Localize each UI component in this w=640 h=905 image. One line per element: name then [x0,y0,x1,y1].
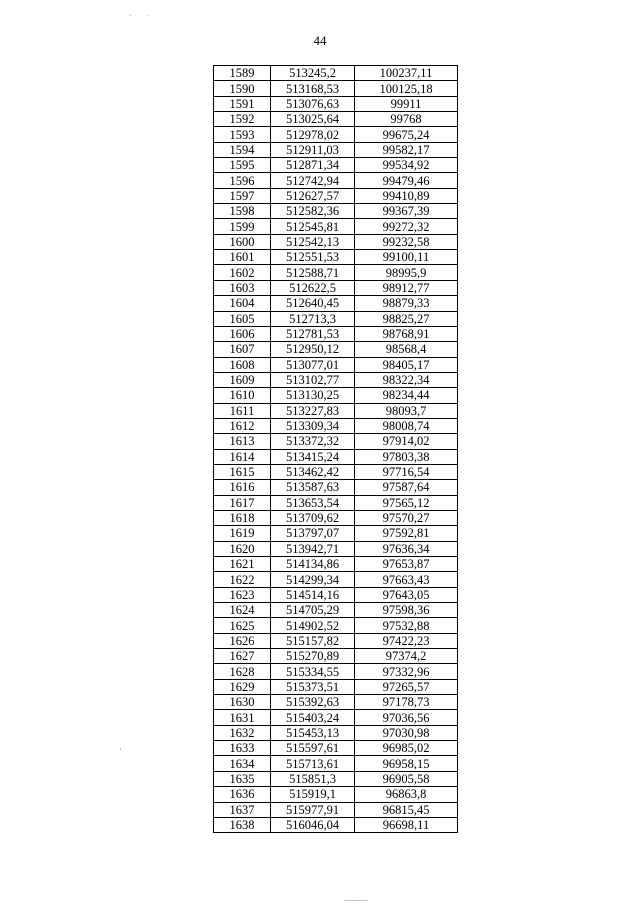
y-coordinate-cell: 99232,58 [355,234,458,249]
coordinates-table [213,65,458,833]
table-row [214,787,458,802]
table-row [214,464,458,479]
table-row [214,342,458,357]
x-coordinate-cell: 515270,89 [271,649,355,664]
point-number-cell: 1632 [214,725,271,740]
table-row [214,112,458,127]
table-row [214,725,458,740]
table-row [214,296,458,311]
x-coordinate-cell: 513168,53 [271,81,355,96]
x-coordinate-cell: 515334,55 [271,664,355,679]
table-row [214,326,458,341]
table-row [214,265,458,280]
x-coordinate-cell: 513102,77 [271,372,355,387]
y-coordinate-cell: 97653,87 [355,557,458,572]
y-coordinate-cell: 99768 [355,112,458,127]
page-number: 44 [313,33,327,48]
table-row [214,434,458,449]
y-coordinate-cell: 97374,2 [355,649,458,664]
x-coordinate-cell: 512545,81 [271,219,355,234]
x-coordinate-cell: 513227,83 [271,403,355,418]
y-coordinate-cell: 97587,64 [355,480,458,495]
y-coordinate-cell: 97532,88 [355,618,458,633]
table-row [214,66,458,81]
x-coordinate-cell: 512582,36 [271,204,355,219]
table-row [214,81,458,96]
y-coordinate-cell: 100125,18 [355,81,458,96]
x-coordinate-cell: 515373,51 [271,679,355,694]
y-coordinate-cell: 97592,81 [355,526,458,541]
table-row [214,449,458,464]
table-row [214,311,458,326]
table-row [214,817,458,832]
point-number-cell: 1637 [214,802,271,817]
y-coordinate-cell: 98995,9 [355,265,458,280]
x-coordinate-cell: 515919,1 [271,787,355,802]
point-number-cell: 1615 [214,464,271,479]
x-coordinate-cell: 513587,63 [271,480,355,495]
point-number-cell: 1610 [214,388,271,403]
scan-speck [148,15,149,16]
x-coordinate-cell: 514705,29 [271,603,355,618]
point-number-cell: 1594 [214,142,271,157]
y-coordinate-cell: 98093,7 [355,403,458,418]
point-number-cell: 1624 [214,603,271,618]
x-coordinate-cell: 514299,34 [271,572,355,587]
point-number-cell: 1634 [214,756,271,771]
point-number-cell: 1603 [214,280,271,295]
table-row [214,710,458,725]
x-coordinate-cell: 513942,71 [271,541,355,556]
x-coordinate-cell: 513130,25 [271,388,355,403]
x-coordinate-cell: 513372,32 [271,434,355,449]
x-coordinate-cell: 516046,04 [271,817,355,832]
point-number-cell: 1596 [214,173,271,188]
point-number-cell: 1631 [214,710,271,725]
x-coordinate-cell: 512622,5 [271,280,355,295]
point-number-cell: 1623 [214,587,271,602]
point-number-cell: 1589 [214,66,271,81]
table-row [214,510,458,525]
y-coordinate-cell: 97565,12 [355,495,458,510]
point-number-cell: 1607 [214,342,271,357]
y-coordinate-cell: 99534,92 [355,158,458,173]
y-coordinate-cell: 96863,8 [355,787,458,802]
table-row [214,771,458,786]
x-coordinate-cell: 512978,02 [271,127,355,142]
point-number-cell: 1592 [214,112,271,127]
y-coordinate-cell: 96698,11 [355,817,458,832]
table-row [214,204,458,219]
y-coordinate-cell: 97636,34 [355,541,458,556]
point-number-cell: 1613 [214,434,271,449]
point-number-cell: 1636 [214,787,271,802]
x-coordinate-cell: 513653,54 [271,495,355,510]
y-coordinate-cell: 97663,43 [355,572,458,587]
table-row [214,664,458,679]
x-coordinate-cell: 515597,61 [271,741,355,756]
y-coordinate-cell: 98768,91 [355,326,458,341]
point-number-cell: 1633 [214,741,271,756]
point-number-cell: 1604 [214,296,271,311]
point-number-cell: 1593 [214,127,271,142]
point-number-cell: 1599 [214,219,271,234]
y-coordinate-cell: 96815,45 [355,802,458,817]
x-coordinate-cell: 512950,12 [271,342,355,357]
x-coordinate-cell: 515157,82 [271,633,355,648]
table-row [214,357,458,372]
y-coordinate-cell: 98322,34 [355,372,458,387]
table-row [214,480,458,495]
point-number-cell: 1626 [214,633,271,648]
point-number-cell: 1620 [214,541,271,556]
table-row [214,495,458,510]
point-number-cell: 1612 [214,418,271,433]
x-coordinate-cell: 512588,71 [271,265,355,280]
point-number-cell: 1590 [214,81,271,96]
x-coordinate-cell: 513309,34 [271,418,355,433]
y-coordinate-cell: 98008,74 [355,418,458,433]
y-coordinate-cell: 98568,4 [355,342,458,357]
table-row [214,649,458,664]
y-coordinate-cell: 97265,57 [355,679,458,694]
point-number-cell: 1629 [214,679,271,694]
x-coordinate-cell: 512742,94 [271,173,355,188]
point-number-cell: 1598 [214,204,271,219]
x-coordinate-cell: 512640,45 [271,296,355,311]
y-coordinate-cell: 98879,33 [355,296,458,311]
table-row [214,802,458,817]
x-coordinate-cell: 513462,42 [271,464,355,479]
table-row [214,188,458,203]
table-row [214,372,458,387]
y-coordinate-cell: 97030,98 [355,725,458,740]
x-coordinate-cell: 513077,01 [271,357,355,372]
point-number-cell: 1609 [214,372,271,387]
point-number-cell: 1597 [214,188,271,203]
table-row [214,403,458,418]
point-number-cell: 1595 [214,158,271,173]
table-row [214,280,458,295]
point-number-cell: 1619 [214,526,271,541]
y-coordinate-cell: 97643,05 [355,587,458,602]
x-coordinate-cell: 512551,53 [271,250,355,265]
point-number-cell: 1611 [214,403,271,418]
y-coordinate-cell: 98825,27 [355,311,458,326]
y-coordinate-cell: 99410,89 [355,188,458,203]
scan-speck [120,748,121,750]
y-coordinate-cell: 97716,54 [355,464,458,479]
y-coordinate-cell: 97332,96 [355,664,458,679]
y-coordinate-cell: 99100,11 [355,250,458,265]
point-number-cell: 1638 [214,817,271,832]
point-number-cell: 1630 [214,695,271,710]
x-coordinate-cell: 513025,64 [271,112,355,127]
x-coordinate-cell: 514514,16 [271,587,355,602]
point-number-cell: 1602 [214,265,271,280]
table-row [214,526,458,541]
y-coordinate-cell: 100237,11 [355,66,458,81]
point-number-cell: 1628 [214,664,271,679]
table-row [214,173,458,188]
x-coordinate-cell: 515851,3 [271,771,355,786]
point-number-cell: 1601 [214,250,271,265]
point-number-cell: 1621 [214,557,271,572]
table-row [214,741,458,756]
x-coordinate-cell: 515977,91 [271,802,355,817]
scan-speck [345,900,367,901]
table-row [214,618,458,633]
coordinates-table-body [214,66,458,833]
point-number-cell: 1591 [214,96,271,111]
y-coordinate-cell: 97914,02 [355,434,458,449]
y-coordinate-cell: 96958,15 [355,756,458,771]
x-coordinate-cell: 513076,63 [271,96,355,111]
point-number-cell: 1617 [214,495,271,510]
point-number-cell: 1605 [214,311,271,326]
table-row [214,633,458,648]
x-coordinate-cell: 515392,63 [271,695,355,710]
table-row [214,96,458,111]
y-coordinate-cell: 99582,17 [355,142,458,157]
x-coordinate-cell: 512911,03 [271,142,355,157]
y-coordinate-cell: 99675,24 [355,127,458,142]
table-row [214,388,458,403]
x-coordinate-cell: 513245,2 [271,66,355,81]
table-row [214,603,458,618]
y-coordinate-cell: 97178,73 [355,695,458,710]
table-row [214,679,458,694]
x-coordinate-cell: 515403,24 [271,710,355,725]
y-coordinate-cell: 98912,77 [355,280,458,295]
point-number-cell: 1627 [214,649,271,664]
x-coordinate-cell: 512627,57 [271,188,355,203]
y-coordinate-cell: 99367,39 [355,204,458,219]
y-coordinate-cell: 97598,36 [355,603,458,618]
table-row [214,219,458,234]
x-coordinate-cell: 513709,62 [271,510,355,525]
y-coordinate-cell: 97036,56 [355,710,458,725]
table-row [214,158,458,173]
table-row [214,572,458,587]
y-coordinate-cell: 99272,32 [355,219,458,234]
table-row [214,695,458,710]
x-coordinate-cell: 515453,13 [271,725,355,740]
point-number-cell: 1622 [214,572,271,587]
y-coordinate-cell: 97570,27 [355,510,458,525]
y-coordinate-cell: 98234,44 [355,388,458,403]
point-number-cell: 1614 [214,449,271,464]
point-number-cell: 1600 [214,234,271,249]
y-coordinate-cell: 97422,23 [355,633,458,648]
x-coordinate-cell: 515713,61 [271,756,355,771]
x-coordinate-cell: 513415,24 [271,449,355,464]
y-coordinate-cell: 97803,38 [355,449,458,464]
table-row [214,250,458,265]
x-coordinate-cell: 512542,13 [271,234,355,249]
point-number-cell: 1618 [214,510,271,525]
y-coordinate-cell: 99479,46 [355,173,458,188]
table-row [214,557,458,572]
table-row [214,587,458,602]
y-coordinate-cell: 98405,17 [355,357,458,372]
x-coordinate-cell: 513797,07 [271,526,355,541]
y-coordinate-cell: 96905,58 [355,771,458,786]
point-number-cell: 1616 [214,480,271,495]
table-row [214,756,458,771]
table-row [214,142,458,157]
table-row [214,418,458,433]
point-number-cell: 1608 [214,357,271,372]
point-number-cell: 1625 [214,618,271,633]
x-coordinate-cell: 514134,86 [271,557,355,572]
point-number-cell: 1606 [214,326,271,341]
y-coordinate-cell: 96985,02 [355,741,458,756]
x-coordinate-cell: 512871,34 [271,158,355,173]
table-row [214,127,458,142]
table-row [214,541,458,556]
x-coordinate-cell: 512781,53 [271,326,355,341]
x-coordinate-cell: 512713,3 [271,311,355,326]
table-row [214,234,458,249]
scan-speck [130,15,131,16]
y-coordinate-cell: 99911 [355,96,458,111]
x-coordinate-cell: 514902,52 [271,618,355,633]
point-number-cell: 1635 [214,771,271,786]
